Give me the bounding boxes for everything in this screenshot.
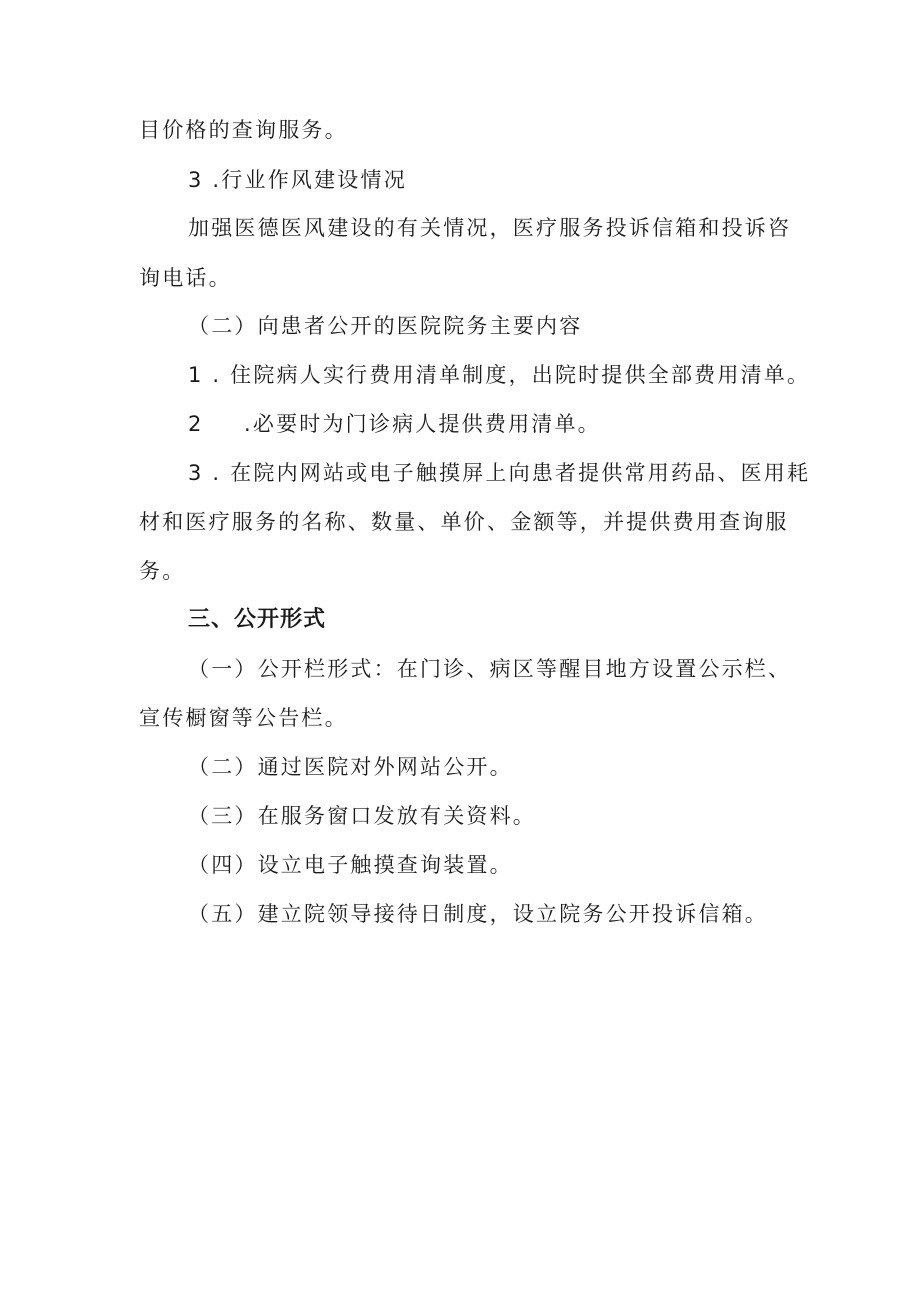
list-item: 1 . 住院病人实行费用清单制度，出院时提供全部费用清单。	[188, 363, 811, 387]
paragraph-line: 加强医德医风建设的有关情况，医疗服务投诉信箱和投诉咨	[188, 216, 792, 240]
list-item: （三）在服务窗口发放有关资料。	[188, 804, 536, 828]
paragraph-line: 宣传橱窗等公告栏。	[139, 706, 348, 730]
list-item: .必要时为门诊病人提供费用清单。	[244, 412, 601, 436]
list-item: （一）公开栏形式：在门诊、病区等醒目地方设置公示栏、	[188, 657, 792, 681]
list-item: （五）建立院领导接待日制度，设立院务公开投诉信箱。	[188, 902, 768, 926]
list-item: （四）设立电子触摸查询装置。	[188, 853, 513, 877]
paragraph-line: 目价格的查询服务。	[139, 118, 348, 142]
list-item: （二）通过医院对外网站公开。	[188, 755, 513, 779]
list-item: 3 . 在院内网站或电子触摸屏上向患者提供常用药品、医用耗	[188, 461, 811, 485]
paragraph-line: 询电话。	[139, 266, 232, 290]
paragraph-line: 材和医疗服务的名称、数量、单价、金额等，并提供费用查询服	[139, 510, 789, 534]
list-item-number: 2	[188, 412, 204, 436]
paragraph-line: 务。	[139, 559, 186, 583]
subsection-heading: 3 .行业作风建设情况	[188, 168, 407, 192]
subsection-heading: （二）向患者公开的医院院务主要内容	[188, 314, 583, 338]
section-heading: 三、公开形式	[188, 607, 327, 632]
